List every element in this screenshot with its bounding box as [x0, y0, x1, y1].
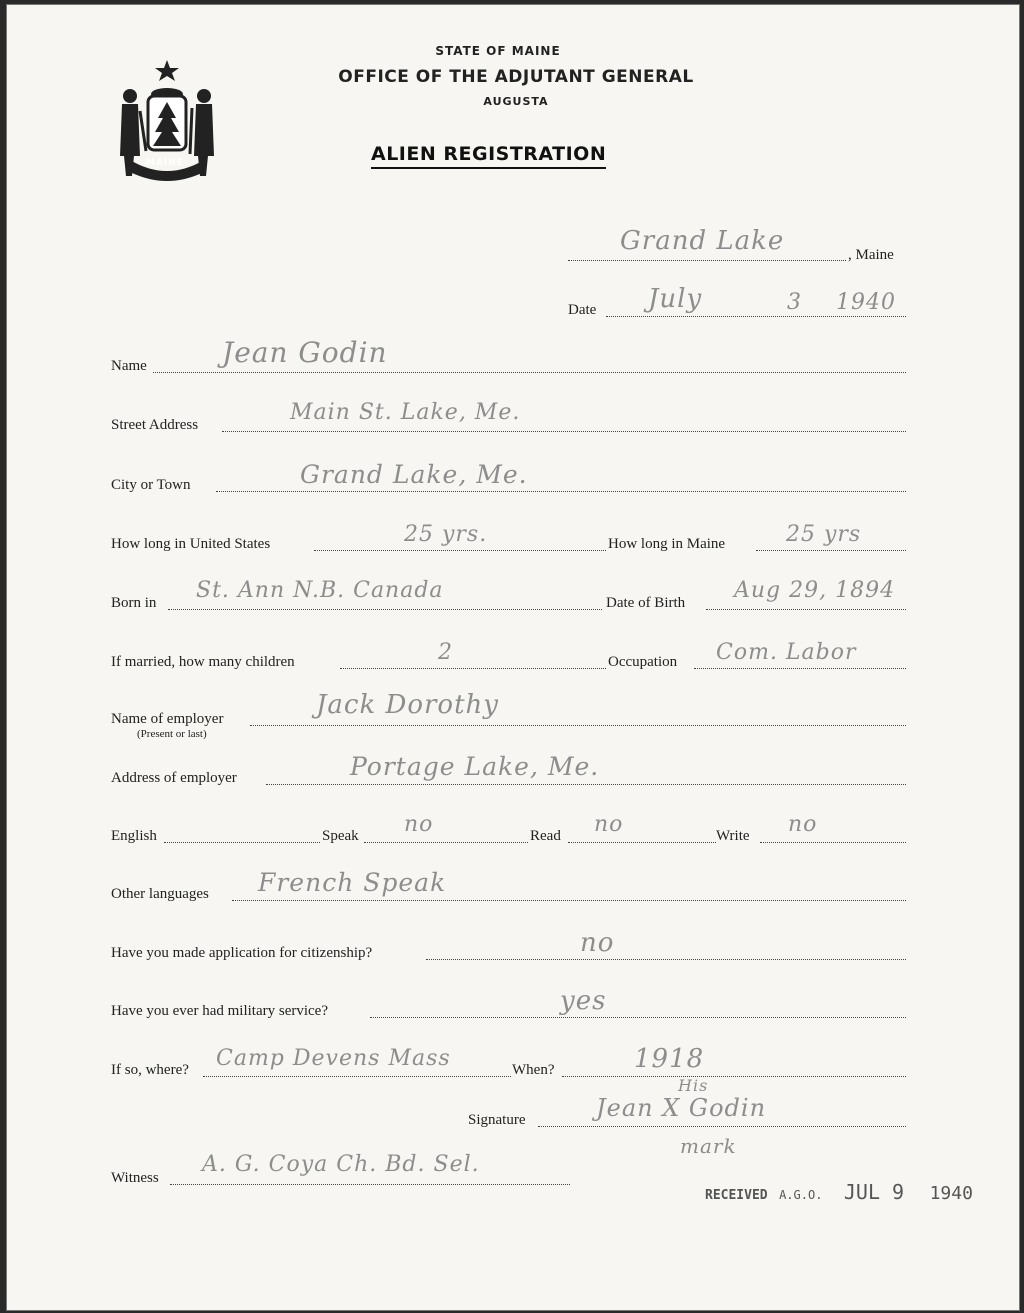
signature-mark-note: mark: [680, 1134, 737, 1158]
signature-value: Jean X Godin: [596, 1094, 767, 1122]
city-label: City or Town: [111, 477, 191, 493]
speak-label: Speak: [322, 828, 359, 844]
where-value: Camp Devens Mass: [216, 1046, 451, 1071]
citizenship-label: Have you made application for citizenship?: [111, 945, 373, 961]
employer-label: Name of employer: [111, 711, 224, 727]
city-value: Grand Lake, Me.: [300, 460, 528, 489]
how-long-us-label: How long in United States: [111, 536, 271, 552]
stamp-year-text: 1940: [929, 1183, 973, 1204]
signature-line: [538, 1126, 906, 1127]
write-label: Write: [716, 828, 750, 844]
born-value: St. Ann N.B. Canada: [196, 578, 444, 603]
received-stamp: [705, 1180, 973, 1204]
date-day-value: 3: [787, 290, 802, 315]
town-suffix-label: , Maine: [848, 247, 894, 263]
seal-banner-text: MAINE: [146, 158, 184, 168]
how-long-maine-label: How long in Maine: [608, 536, 726, 552]
dob-label: Date of Birth: [606, 595, 686, 611]
english-label: English: [111, 828, 157, 844]
witness-value: A. G. Coya Ch. Bd. Sel.: [202, 1152, 480, 1177]
witness-line: [170, 1184, 570, 1185]
military-label: Have you ever had military service?: [111, 1003, 328, 1019]
form-title: ALIEN REGISTRATION: [371, 143, 606, 169]
how-long-maine-line: [756, 550, 906, 551]
employer-value: Jack Dorothy: [316, 690, 499, 720]
born-line: [168, 609, 602, 610]
other-lang-line: [232, 900, 906, 901]
how-long-us-value: 25 yrs.: [404, 522, 488, 547]
name-value: Jean Godin: [222, 336, 388, 369]
where-label: If so, where?: [111, 1062, 189, 1078]
employer-address-value: Portage Lake, Me.: [350, 752, 600, 781]
children-line: [340, 668, 606, 669]
signature-label: Signature: [468, 1112, 526, 1128]
children-value: 2: [438, 640, 453, 665]
write-value: no: [788, 812, 818, 837]
citizenship-value: no: [580, 928, 615, 958]
dob-line: [706, 609, 906, 610]
employer-address-label: Address of employer: [111, 770, 237, 786]
citizenship-line: [426, 959, 906, 960]
dob-value: Aug 29, 1894: [734, 578, 896, 603]
town-value: Grand Lake: [620, 226, 785, 256]
write-line: [760, 842, 906, 843]
date-label: Date: [568, 302, 597, 318]
english-line: [164, 842, 320, 843]
military-line: [370, 1017, 906, 1018]
city-heading: AUGUSTA: [483, 95, 549, 108]
speak-value: no: [404, 812, 434, 837]
how-long-maine-value: 25 yrs: [786, 522, 862, 547]
military-value: yes: [560, 986, 607, 1016]
when-line: [562, 1076, 906, 1077]
other-lang-value: French Speak: [258, 868, 447, 897]
occupation-value: Com. Labor: [716, 640, 857, 665]
occupation-line: [694, 668, 906, 669]
employer-sub-label: (Present or last): [137, 728, 207, 740]
read-value: no: [594, 812, 624, 837]
occupation-label: Occupation: [608, 654, 678, 670]
office-heading: OFFICE OF THE ADJUTANT GENERAL: [338, 67, 694, 87]
signature-his-note: His: [678, 1076, 709, 1095]
name-label: Name: [111, 358, 147, 374]
when-value: 1918: [634, 1044, 705, 1074]
employer-address-line: [266, 784, 906, 785]
city-line: [216, 491, 906, 492]
born-label: Born in: [111, 595, 157, 611]
how-long-us-line: [314, 550, 606, 551]
stamp-date-text: JUL 9: [843, 1180, 905, 1204]
employer-line: [250, 725, 906, 726]
where-line: [203, 1076, 511, 1077]
speak-line: [364, 842, 528, 843]
read-line: [568, 842, 716, 843]
other-lang-label: Other languages: [111, 886, 209, 902]
witness-label: Witness: [111, 1170, 159, 1186]
stamp-received-text: RECEIVED: [705, 1188, 768, 1203]
stamp-office-text: A.G.O.: [779, 1188, 823, 1202]
state-heading: STATE OF MAINE: [435, 44, 561, 58]
street-line: [222, 431, 906, 432]
children-label: If married, how many children: [111, 654, 295, 670]
street-label: Street Address: [111, 417, 199, 433]
date-year-value: 1940: [836, 290, 896, 315]
date-line: [606, 316, 906, 317]
when-label: When?: [512, 1062, 555, 1078]
date-month-value: July: [648, 284, 703, 314]
read-label: Read: [530, 828, 561, 844]
town-line: [568, 260, 846, 261]
street-value: Main St. Lake, Me.: [290, 400, 521, 425]
name-line: [153, 372, 906, 373]
